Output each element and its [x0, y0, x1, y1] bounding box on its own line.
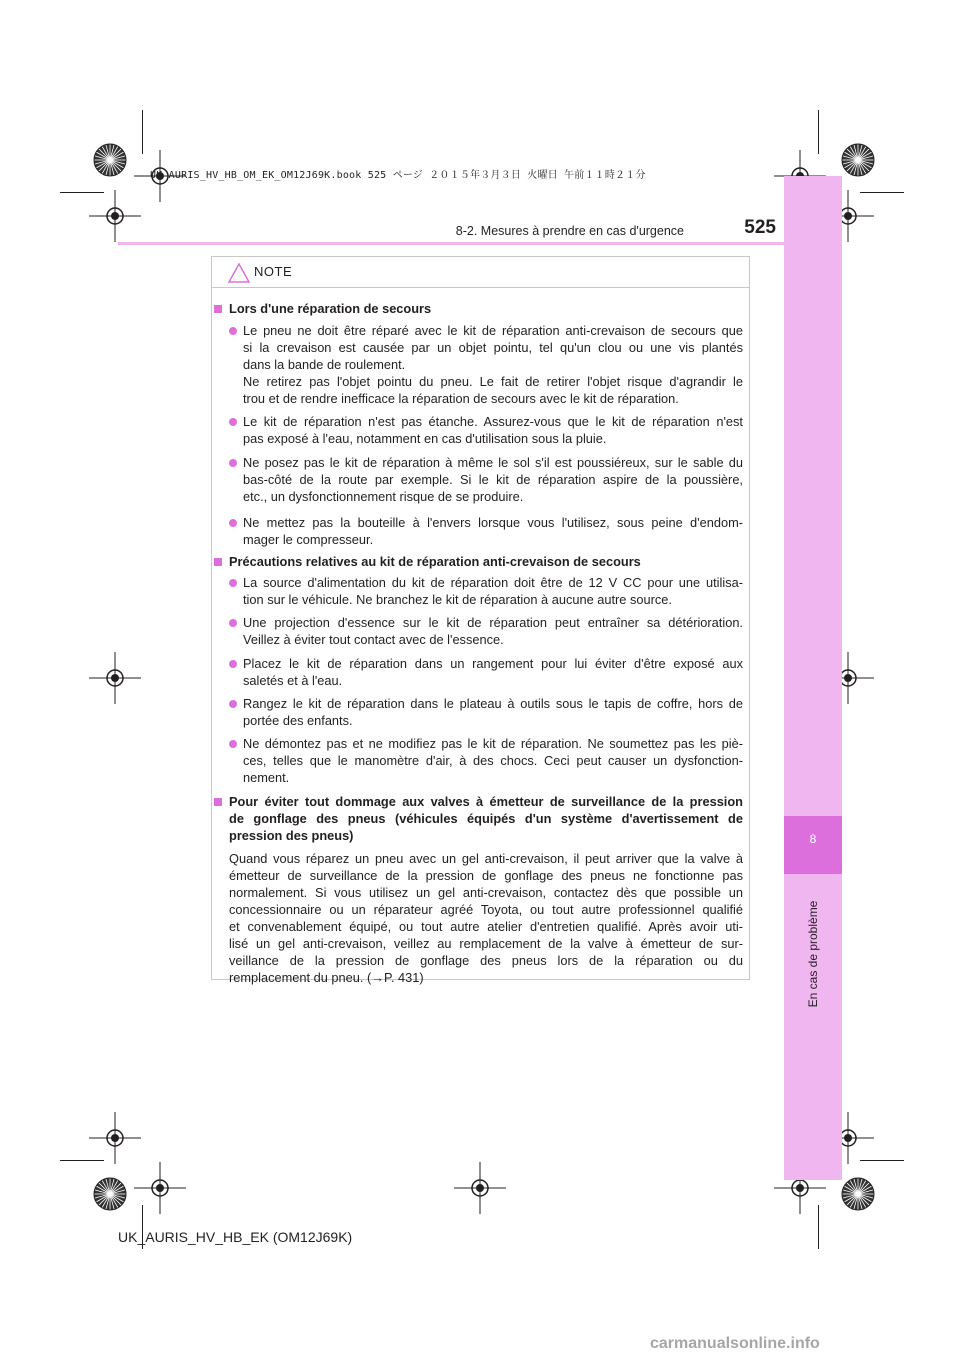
- body-line: Rangez le kit de réparation dans le plateau à outils sous le tapis de coffre, hors de: [243, 696, 743, 711]
- body-line: Le kit de réparation n'est pas étanche. Assurez-vous que le kit de réparation n'est: [243, 414, 743, 429]
- body-line: Ne posez pas le kit de réparation à même le sol s'il est poussiéreux, sur le sable du: [243, 455, 743, 470]
- body-line: portée des enfants.: [243, 713, 353, 728]
- section-heading: de gonflage des pneus (véhicules équipés d'un système d'avertissement de: [229, 811, 743, 826]
- section-heading: Pour éviter tout dommage aux valves à émetteur de surveillance de la pression: [229, 794, 743, 809]
- body-line: dans la bande de roulement.: [243, 357, 406, 372]
- document-code: UK_AURIS_HV_HB_EK (OM12J69K): [118, 1229, 353, 1245]
- body-line: bas-côté de la route par exemple. Si le kit de réparation aspire de la poussière,: [243, 472, 743, 487]
- crosshair-mark-icon: [89, 652, 141, 704]
- body-line: tion sur le véhicule. Ne branchez le kit de réparation à aucune autre source.: [243, 592, 672, 607]
- registration-target-icon: [92, 142, 128, 178]
- body-line: ces, telles que le manomètre d'air, à des chocs. Ceci peut causer un dysfonction-: [243, 753, 743, 768]
- body-line: et convenablement équipé, ou tout autre atelier d'entretien qualifié. Après avoir uti-: [229, 919, 743, 934]
- body-line: pas exposé à l'eau, notamment en cas d'utilisation sous la pluie.: [243, 431, 607, 446]
- crosshair-mark-icon: [89, 1112, 141, 1164]
- body-line: La source d'alimentation du kit de réparation doit être de 12 V CC pour une utilisa-: [243, 575, 743, 590]
- body-line: remplacement du pneu. (→P. 431): [229, 970, 424, 985]
- bullet-dot: [229, 660, 237, 668]
- body-line: Une projection d'essence sur le kit de réparation peut entraîner sa détérioration.: [243, 615, 743, 630]
- warning-icon: [228, 263, 250, 283]
- body-line: lisé un gel anti-crevaison, veillez au remplacement de la valve à émetteur de sur-: [229, 936, 743, 951]
- header-rule: [118, 242, 784, 245]
- chapter-number: 8: [809, 832, 817, 846]
- body-line: Ne retirez pas l'objet pointu du pneu. Le fait de retirer l'objet risque d'agrandir le: [243, 374, 743, 389]
- body-line: Ne démontez pas et ne modifiez pas le kit de réparation. Ne soumettez pas les piè-: [243, 736, 743, 751]
- body-line: Placez le kit de réparation dans un rangement pour lui éviter d'être exposé aux: [243, 656, 743, 671]
- body-line: nement.: [243, 770, 290, 785]
- print-info: UK AURIS_HV_HB_OM_EK_OM12J69K.book 525 ページ ２０１５年３月３日 火曜日 午前１１時２１分: [150, 170, 646, 181]
- crop-line: [818, 110, 819, 154]
- body-line: trou et de rendre inefficace la réparation de secours avec le kit de réparation.: [243, 391, 679, 406]
- bullet-dot: [229, 619, 237, 627]
- section-heading: pression des pneus): [229, 828, 354, 843]
- heading-marker: [214, 305, 222, 313]
- crosshair-mark-icon: [454, 1162, 506, 1214]
- registration-target-icon: [92, 1176, 128, 1212]
- bullet-dot: [229, 519, 237, 527]
- crop-line: [818, 1205, 819, 1249]
- section-title: 8-2. Mesures à prendre en cas d'urgence: [455, 224, 684, 238]
- crop-line: [142, 110, 143, 154]
- body-line: Veillez à éviter tout contact avec de l'essence.: [243, 632, 504, 647]
- body-line: normalement. Si vous utilisez un gel anti-crevaison, contactez dès que possible un: [229, 885, 743, 900]
- crosshair-mark-icon: [89, 190, 141, 242]
- body-line: Ne mettez pas la bouteille à l'envers lorsque vous l'utilisez, sous peine d'endom-: [243, 515, 743, 530]
- body-line: concessionnaire ou un réparateur agréé Toyota, ou tout autre professionnel qualifié: [229, 902, 743, 917]
- body-line: veillance de la pression de gonflage des pneus lors de la réparation ou du: [229, 953, 743, 968]
- side-tab-bar: [784, 176, 842, 1180]
- chapter-label: En cas de problème: [806, 900, 820, 1008]
- bullet-dot: [229, 700, 237, 708]
- page-number: 525: [744, 217, 776, 238]
- registration-target-icon: [840, 142, 876, 178]
- bullet-dot: [229, 418, 237, 426]
- section-heading: Précautions relatives au kit de réparation anti-crevaison de secours: [229, 554, 641, 569]
- crop-line: [60, 192, 104, 193]
- body-line: émetteur de surveillance de la pression de gonflage des pneus ne fonctionne pas: [229, 868, 743, 883]
- body-line: Le pneu ne doit être réparé avec le kit de réparation anti-crevaison de secours que: [243, 323, 743, 338]
- bullet-dot: [229, 740, 237, 748]
- body-line: mager le compresseur.: [243, 532, 374, 547]
- section-heading: Lors d'une réparation de secours: [229, 301, 432, 316]
- crop-line: [860, 1160, 904, 1161]
- bullet-dot: [229, 459, 237, 467]
- heading-marker: [214, 798, 222, 806]
- crop-line: [860, 192, 904, 193]
- note-title: NOTE: [254, 264, 293, 279]
- body-line: etc., un dysfonctionnement risque de se produire.: [243, 489, 524, 504]
- bullet-dot: [229, 579, 237, 587]
- registration-target-icon: [840, 1176, 876, 1212]
- heading-marker: [214, 558, 222, 566]
- crop-line: [60, 1160, 104, 1161]
- watermark: carmanualsonline.info: [650, 1335, 820, 1352]
- body-line: saletés et à l'eau.: [243, 673, 343, 688]
- bullet-dot: [229, 327, 237, 335]
- body-line: Quand vous réparez un pneu avec un gel anti-crevaison, il peut arriver que la valve à: [229, 851, 743, 866]
- body-line: si la crevaison est causée par un objet pointu, tel qu'un clou ou une vis plantés: [243, 340, 743, 355]
